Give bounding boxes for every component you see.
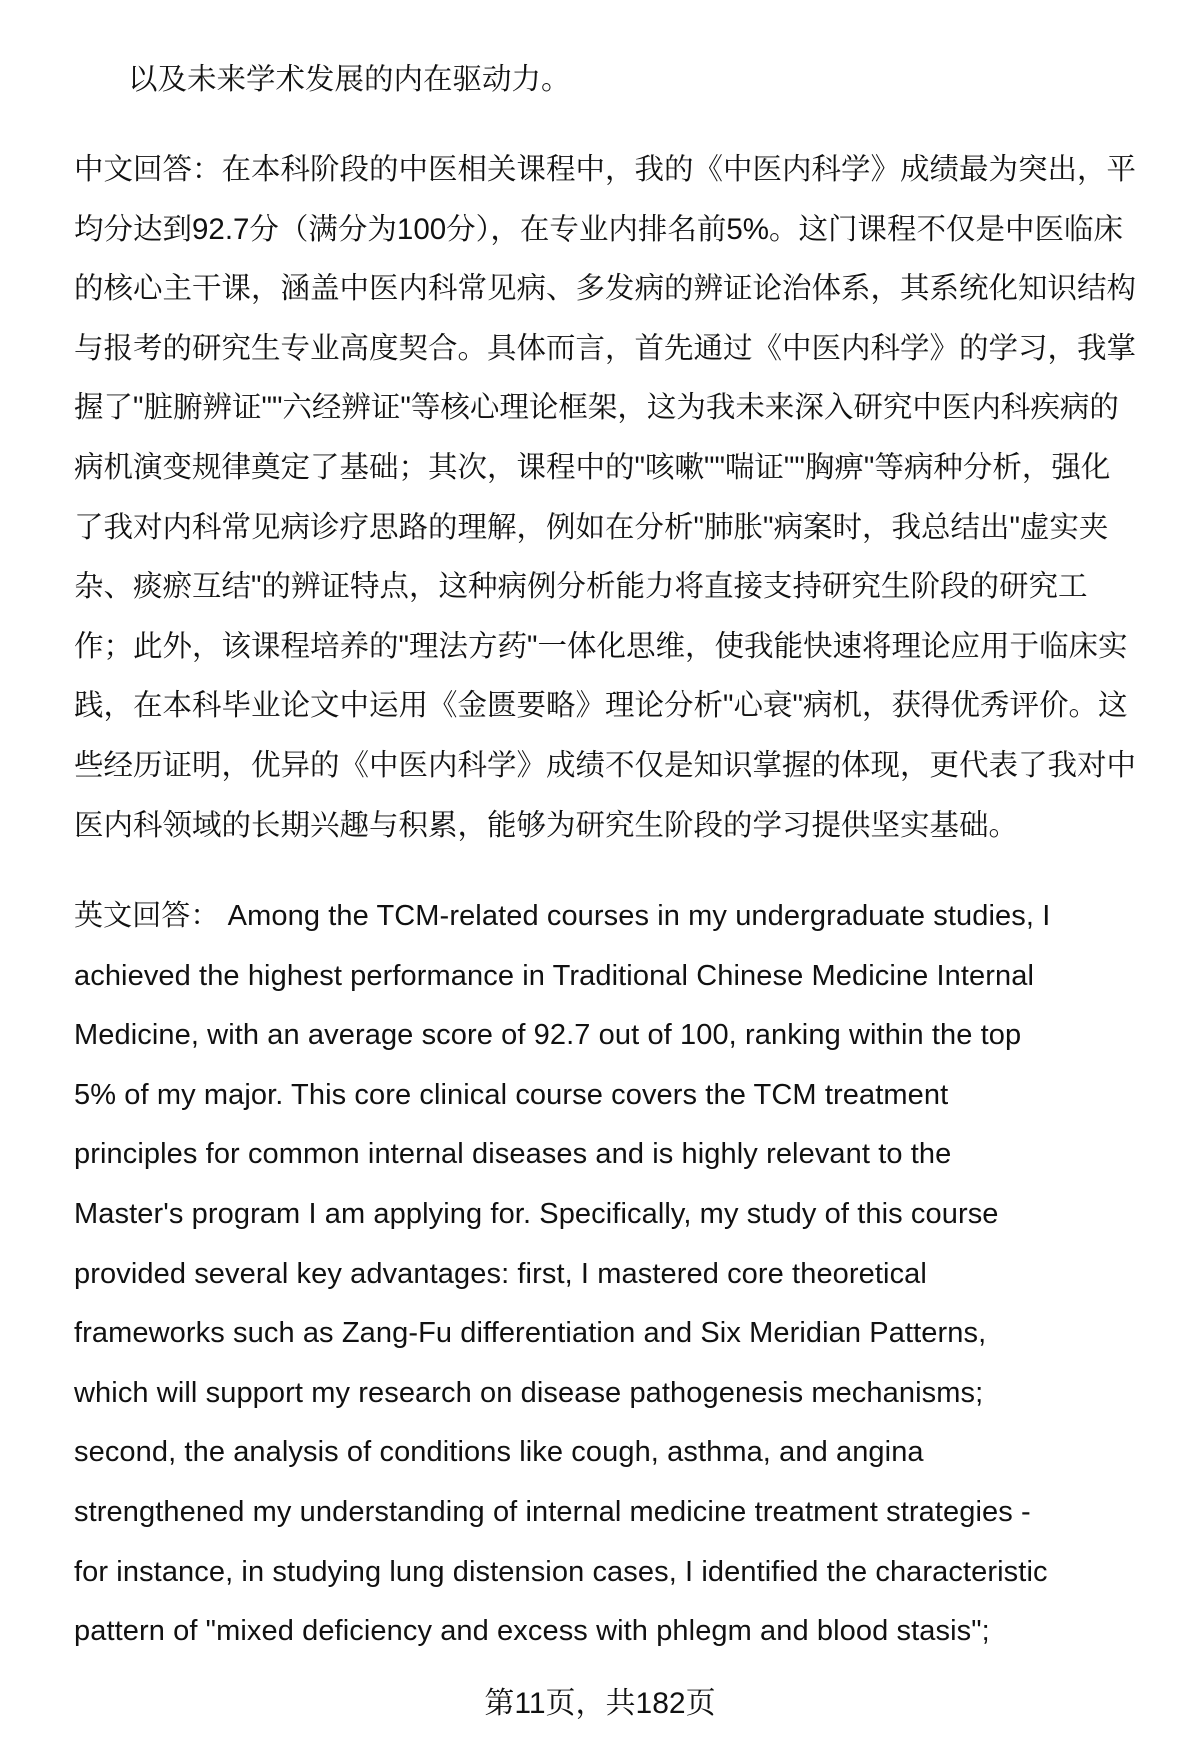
english-answer-line: Medicine, with an average score of 92.7 out of 100, ranking within the top — [74, 1019, 1022, 1052]
intro-line: 以及未来学术发展的内在驱动力。 — [128, 63, 571, 96]
english-answer-line: frameworks such as Zang-Fu differentiation and Six Meridian Patterns, — [74, 1317, 987, 1350]
chinese-answer-line: 杂、痰瘀互结"的辨证特点，这种病例分析能力将直接支持研究生阶段的研究工 — [74, 570, 1088, 604]
english-answer-line: second, the analysis of conditions like cough, asthma, and angina — [74, 1436, 924, 1469]
chinese-answer-line: 的核心主干课，涵盖中医内科常见病、多发病的辨证论治体系，其系统化知识结构 — [74, 272, 1137, 306]
chinese-answer-line: 病机演变规律奠定了基础；其次，课程中的"咳嗽""喘证""胸痹"等病种分析，强化 — [74, 451, 1111, 484]
chinese-answer-line: 了我对内科常见病诊疗思路的理解，例如在分析"肺胀"病案时，我总结出"虚实夹 — [74, 510, 1109, 544]
chinese-answer-line: 握了"脏腑辨证""六经辨证"等核心理论框架，这为我未来深入研究中医内科疾病的 — [74, 391, 1119, 425]
chinese-answer-line: 均分达到92.7分（满分为100分），在专业内排名前5%。这门课程不仅是中医临床 — [74, 212, 1124, 246]
english-answer-line: pattern of "mixed deficiency and excess with phlegm and blood stasis"; — [74, 1615, 990, 1648]
english-answer-line: strengthened my understanding of internal medicine treatment strategies - — [74, 1496, 1031, 1528]
chinese-answer-line: 践，在本科毕业论文中运用《金匮要略》理论分析"心衰"病机，获得优秀评价。这 — [74, 689, 1128, 723]
english-answer-line: achieved the highest performance in Traditional Chinese Medicine Internal — [74, 959, 1035, 992]
chinese-answer-line: 与报考的研究生专业高度契合。具体而言，首先通过《中医内科学》的学习，我掌 — [74, 331, 1137, 365]
english-answer-line: which will support my research on disease pathogenesis mechanisms; — [74, 1376, 984, 1409]
english-answer-line: for instance, in studying lung distension cases, I identified the characteristic — [74, 1555, 1048, 1588]
chinese-answer-line: 些经历证明，优异的《中医内科学》成绩不仅是知识掌握的体现，更代表了我对中 — [74, 749, 1137, 782]
english-answer-line: 英文回答： Among the TCM-related courses in my undergraduate studies, I — [74, 900, 1051, 932]
english-answer-line: principles for common internal diseases and is highly relevant to the — [74, 1138, 952, 1171]
chinese-answer-line: 作；此外，该课程培养的"理法方药"一体化思维，使我能快速将理论应用于临床实 — [74, 629, 1128, 663]
page-number: 第11页，共182页 — [484, 1687, 716, 1720]
english-answer-line: Master's program I am applying for. Specifically, my study of this course — [74, 1198, 999, 1230]
chinese-answer-line: 医内科领域的长期兴趣与积累，能够为研究生阶段的学习提供坚实基础。 — [74, 808, 1019, 842]
chinese-answer-line: 中文回答：在本科阶段的中医相关课程中，我的《中医内科学》成绩最为突出，平 — [74, 153, 1137, 186]
english-answer-line: 5% of my major. This core clinical course covers the TCM treatment — [74, 1078, 949, 1111]
english-answer-line: provided several key advantages: first, I mastered core theoretical — [74, 1257, 927, 1290]
